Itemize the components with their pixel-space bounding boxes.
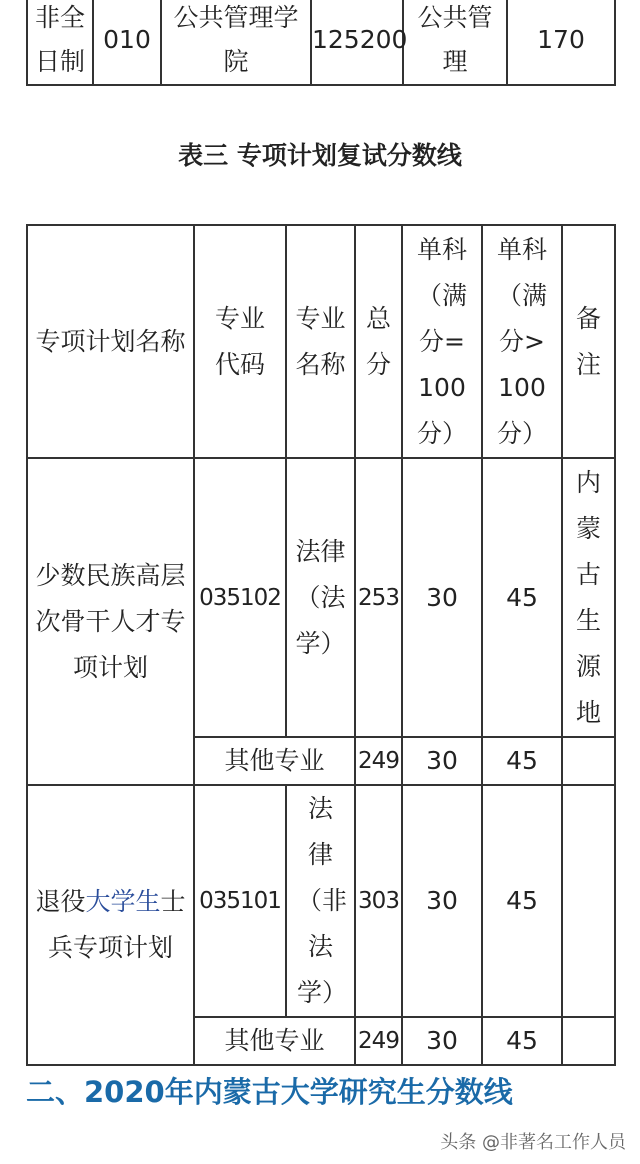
plan-name-cell — [27, 785, 194, 1065]
major-name-cell: 法律（法学） — [286, 458, 355, 737]
section-heading: 二、2020年内蒙古大学研究生分数线 — [26, 1075, 513, 1109]
single-gt100-cell: 45 — [482, 737, 562, 785]
header-single-gt100: 单科（满分>100分） — [482, 225, 562, 458]
single-100-cell: 30 — [402, 458, 482, 737]
major-name-cell: 法律（非法学） — [286, 785, 355, 1017]
header-major-name: 专业名称 — [286, 225, 355, 458]
single-gt100-cell: 45 — [482, 785, 562, 1017]
header-plan-name: 专项计划名称 — [27, 225, 194, 458]
header-total: 总分 — [355, 225, 402, 458]
single-gt100-cell: 45 — [482, 1017, 562, 1065]
college-name-cell: 公共管理学院 — [161, 0, 311, 85]
single-100-cell: 30 — [402, 785, 482, 1017]
top-score-table — [26, 0, 616, 86]
plan-name-part: 退役 — [35, 887, 86, 916]
total-score-cell: 249 — [355, 737, 402, 785]
study-type-cell: 非全日制 — [27, 0, 93, 85]
note-cell — [562, 737, 615, 785]
plan-name-cell: 少数民族高层次骨干人才专项计划 — [27, 458, 194, 785]
table-row — [27, 785, 615, 1017]
table-title: 表三 专项计划复试分数线 — [178, 141, 462, 170]
other-major-label: 其他专业 — [194, 737, 355, 785]
note-cell: 内蒙古生源地 — [562, 458, 615, 737]
college-code-cell: 010 — [93, 0, 161, 85]
major-code-cell: 035102 — [194, 458, 286, 737]
major-code-cell: 035101 — [194, 785, 286, 1017]
source-watermark: 头条 @非著名工作人员 — [440, 1132, 626, 1153]
special-plan-score-table — [26, 224, 616, 1066]
major-code-cell: 125200 — [311, 0, 403, 85]
single-gt100-cell: 45 — [482, 458, 562, 737]
total-score-cell: 303 — [355, 785, 402, 1017]
table-row — [27, 458, 615, 737]
header-row — [27, 225, 615, 458]
single-100-cell: 30 — [402, 737, 482, 785]
table-row — [27, 0, 615, 85]
major-name-cell: 公共管理 — [403, 0, 507, 85]
note-cell — [562, 1017, 615, 1065]
total-score-cell: 253 — [355, 458, 402, 737]
plan-name-part: 士兵专项计划 — [47, 887, 186, 962]
college-student-link[interactable]: 大学生 — [85, 887, 161, 916]
total-score-cell: 249 — [355, 1017, 402, 1065]
header-note: 备注 — [562, 225, 615, 458]
single-100-cell: 30 — [402, 1017, 482, 1065]
note-cell — [562, 785, 615, 1017]
header-single-100: 单科（满分=100分） — [402, 225, 482, 458]
score-cell: 170 — [507, 0, 615, 85]
header-major-code: 专业代码 — [194, 225, 286, 458]
other-major-label: 其他专业 — [194, 1017, 355, 1065]
